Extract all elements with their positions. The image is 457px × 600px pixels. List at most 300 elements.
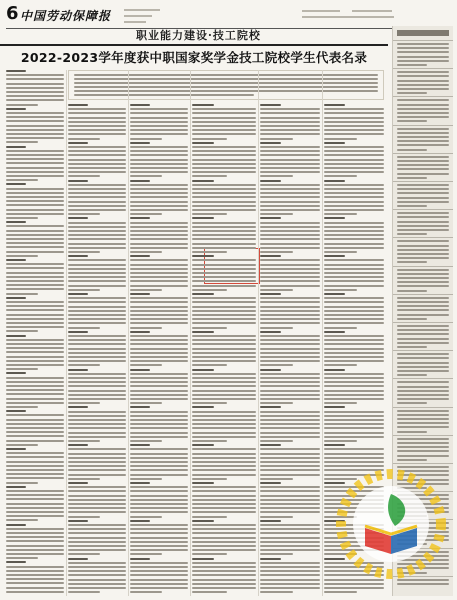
text-line bbox=[130, 566, 188, 568]
text-line bbox=[130, 377, 188, 379]
text-line bbox=[6, 322, 64, 324]
text-line bbox=[192, 469, 256, 471]
text-line bbox=[397, 257, 449, 259]
text-line bbox=[324, 201, 384, 203]
text-line bbox=[6, 158, 64, 160]
text-line bbox=[6, 200, 64, 202]
text-line bbox=[397, 84, 449, 86]
text-line bbox=[397, 325, 449, 327]
text-line bbox=[68, 402, 100, 404]
text-line bbox=[192, 457, 256, 459]
text-line bbox=[192, 364, 227, 366]
text-line bbox=[260, 541, 320, 543]
text-line bbox=[68, 381, 126, 383]
text-line bbox=[130, 175, 162, 177]
text-line bbox=[130, 209, 188, 211]
index-separator bbox=[393, 463, 453, 464]
text-line bbox=[68, 423, 126, 425]
text-line bbox=[68, 457, 126, 459]
text-line bbox=[68, 352, 126, 354]
text-line bbox=[192, 524, 256, 526]
text-line bbox=[260, 427, 320, 429]
text-line bbox=[6, 419, 64, 421]
text-line bbox=[324, 327, 357, 329]
text-line bbox=[6, 393, 64, 395]
text-line bbox=[192, 490, 256, 492]
text-line bbox=[260, 306, 320, 308]
text-line bbox=[68, 360, 126, 362]
text-line bbox=[68, 453, 126, 455]
text-line bbox=[130, 348, 188, 350]
text-line bbox=[68, 331, 88, 333]
text-line bbox=[397, 398, 449, 400]
text-line bbox=[6, 83, 64, 85]
text-line bbox=[6, 120, 64, 122]
text-line bbox=[397, 249, 449, 251]
text-line bbox=[6, 431, 64, 433]
text-line bbox=[130, 171, 188, 173]
text-line bbox=[192, 423, 256, 425]
text-line bbox=[260, 310, 320, 312]
text-line bbox=[397, 305, 449, 307]
text-line bbox=[397, 104, 449, 106]
text-line bbox=[260, 411, 320, 413]
text-line bbox=[324, 167, 384, 169]
text-line bbox=[192, 285, 256, 287]
text-line bbox=[324, 436, 384, 438]
text-line bbox=[6, 587, 64, 589]
text-line bbox=[68, 272, 126, 274]
text-line bbox=[397, 229, 449, 231]
text-line bbox=[6, 314, 64, 316]
text-line bbox=[260, 201, 320, 203]
text-line bbox=[130, 205, 188, 207]
index-separator bbox=[393, 40, 453, 41]
editor-info-line bbox=[352, 10, 392, 12]
text-line bbox=[192, 369, 214, 371]
text-line bbox=[6, 141, 38, 143]
text-line bbox=[192, 398, 256, 400]
text-line bbox=[130, 461, 188, 463]
text-line bbox=[260, 448, 320, 450]
text-line bbox=[397, 394, 449, 396]
text-line bbox=[68, 377, 126, 379]
text-line bbox=[192, 167, 256, 169]
text-line bbox=[324, 264, 384, 266]
text-line bbox=[192, 339, 256, 341]
text-line bbox=[130, 474, 188, 476]
text-line bbox=[260, 243, 320, 245]
text-line bbox=[397, 144, 449, 146]
text-line bbox=[130, 259, 188, 261]
text-line bbox=[68, 562, 126, 564]
text-line bbox=[68, 117, 126, 119]
text-line bbox=[68, 175, 100, 177]
text-line bbox=[260, 108, 320, 110]
text-line bbox=[68, 112, 126, 114]
text-line bbox=[260, 381, 320, 383]
text-line bbox=[260, 419, 320, 421]
index-separator bbox=[393, 407, 453, 408]
text-line bbox=[192, 453, 256, 455]
text-line bbox=[68, 196, 126, 198]
text-line bbox=[68, 142, 88, 144]
text-line bbox=[260, 339, 320, 341]
text-line bbox=[192, 474, 256, 476]
text-line bbox=[6, 230, 64, 232]
text-line bbox=[397, 132, 449, 134]
text-line bbox=[260, 154, 320, 156]
text-line bbox=[260, 184, 320, 186]
text-line bbox=[260, 318, 320, 320]
text-line bbox=[130, 507, 188, 509]
text-line bbox=[130, 331, 150, 333]
column-divider bbox=[66, 70, 67, 596]
text-line bbox=[6, 326, 64, 328]
text-line bbox=[6, 553, 64, 555]
text-line bbox=[397, 366, 449, 368]
text-line bbox=[6, 204, 64, 206]
text-line bbox=[130, 373, 188, 375]
text-line bbox=[192, 566, 256, 568]
text-line bbox=[397, 281, 449, 283]
text-line bbox=[192, 159, 256, 161]
text-line bbox=[130, 133, 188, 135]
text-line bbox=[130, 297, 188, 299]
text-line bbox=[260, 297, 320, 299]
index-separator bbox=[393, 350, 453, 351]
text-line bbox=[130, 230, 188, 232]
text-line bbox=[260, 583, 320, 585]
text-line bbox=[68, 301, 126, 303]
text-line bbox=[397, 173, 449, 175]
text-line bbox=[397, 245, 449, 247]
text-line bbox=[130, 390, 188, 392]
text-line bbox=[192, 226, 256, 228]
text-line bbox=[260, 558, 281, 560]
text-line bbox=[324, 272, 384, 274]
text-line bbox=[260, 167, 320, 169]
text-line bbox=[130, 562, 188, 564]
text-line bbox=[324, 117, 384, 119]
text-line bbox=[6, 528, 64, 530]
text-line bbox=[260, 461, 320, 463]
text-line bbox=[324, 415, 384, 417]
text-line bbox=[324, 150, 384, 152]
text-line bbox=[192, 448, 256, 450]
text-line bbox=[68, 432, 126, 434]
text-line bbox=[6, 343, 64, 345]
text-line bbox=[6, 87, 64, 89]
text-line bbox=[192, 222, 256, 224]
text-line bbox=[192, 549, 256, 551]
text-line bbox=[397, 314, 449, 316]
text-line bbox=[324, 322, 384, 324]
text-line bbox=[397, 56, 449, 58]
book-leaf-emblem-icon bbox=[335, 468, 447, 580]
text-line bbox=[192, 537, 256, 539]
text-line bbox=[260, 486, 320, 488]
text-line bbox=[68, 579, 126, 581]
text-line bbox=[397, 277, 449, 279]
column-divider bbox=[190, 70, 191, 596]
text-line bbox=[260, 474, 320, 476]
text-line bbox=[324, 440, 357, 442]
text-line bbox=[192, 184, 256, 186]
text-line bbox=[68, 574, 126, 576]
text-line bbox=[68, 251, 100, 253]
text-line bbox=[130, 213, 162, 215]
text-line bbox=[397, 116, 449, 118]
text-line bbox=[192, 192, 256, 194]
text-line bbox=[192, 511, 256, 513]
text-line bbox=[130, 117, 188, 119]
text-line bbox=[192, 335, 256, 337]
text-line bbox=[68, 184, 126, 186]
text-line bbox=[260, 524, 320, 526]
issue-info-line bbox=[124, 9, 160, 11]
text-line bbox=[324, 259, 384, 261]
text-line bbox=[397, 216, 449, 218]
text-line bbox=[260, 532, 320, 534]
text-line bbox=[192, 444, 214, 446]
text-line bbox=[68, 537, 126, 539]
text-line bbox=[260, 440, 293, 442]
text-line bbox=[260, 570, 320, 572]
index-separator bbox=[393, 125, 453, 126]
text-line bbox=[68, 444, 88, 446]
text-line bbox=[397, 426, 449, 428]
text-line bbox=[68, 499, 126, 501]
text-line bbox=[192, 322, 256, 324]
text-line bbox=[192, 154, 256, 156]
text-line bbox=[260, 335, 320, 337]
text-line bbox=[260, 222, 320, 224]
text-line bbox=[68, 192, 126, 194]
text-line bbox=[68, 322, 126, 324]
text-line bbox=[192, 213, 227, 215]
text-line bbox=[130, 217, 150, 219]
text-line bbox=[130, 356, 188, 358]
text-line bbox=[130, 360, 188, 362]
text-line bbox=[192, 352, 256, 354]
text-line bbox=[6, 503, 64, 505]
text-line bbox=[6, 557, 38, 559]
issue-info-line bbox=[124, 15, 152, 17]
text-line bbox=[260, 364, 293, 366]
text-line bbox=[397, 370, 449, 372]
text-line bbox=[68, 394, 126, 396]
text-line bbox=[260, 360, 320, 362]
text-line bbox=[192, 121, 256, 123]
text-line bbox=[68, 545, 126, 547]
text-line bbox=[6, 150, 64, 152]
text-line bbox=[68, 469, 126, 471]
text-line bbox=[397, 80, 449, 82]
text-line bbox=[192, 146, 256, 148]
text-line bbox=[397, 99, 449, 101]
text-line bbox=[6, 335, 26, 337]
text-line bbox=[324, 335, 384, 337]
text-line bbox=[260, 112, 320, 114]
text-line bbox=[192, 188, 256, 190]
text-line bbox=[397, 446, 449, 448]
text-line bbox=[397, 261, 427, 263]
text-line bbox=[324, 238, 384, 240]
text-line bbox=[130, 503, 188, 505]
text-line bbox=[192, 196, 256, 198]
text-line bbox=[6, 498, 64, 500]
text-line bbox=[260, 129, 320, 131]
text-line bbox=[397, 390, 449, 392]
text-line bbox=[6, 213, 64, 215]
text-line bbox=[6, 435, 64, 437]
text-line bbox=[192, 411, 256, 413]
text-line bbox=[192, 125, 256, 127]
text-line bbox=[6, 192, 64, 194]
text-line bbox=[68, 285, 126, 287]
text-line bbox=[68, 373, 126, 375]
text-line bbox=[324, 453, 384, 455]
text-line bbox=[6, 540, 64, 542]
text-line bbox=[68, 318, 126, 320]
text-line bbox=[68, 566, 126, 568]
text-line bbox=[324, 398, 384, 400]
text-line bbox=[130, 226, 188, 228]
text-line bbox=[6, 95, 64, 97]
text-line bbox=[260, 549, 320, 551]
text-line bbox=[324, 583, 384, 585]
text-line bbox=[68, 226, 126, 228]
text-line bbox=[68, 587, 126, 589]
text-line bbox=[130, 574, 188, 576]
text-line bbox=[6, 171, 64, 173]
text-line bbox=[68, 495, 126, 497]
text-line bbox=[6, 272, 64, 274]
text-line bbox=[192, 591, 227, 593]
text-line bbox=[192, 142, 214, 144]
text-line bbox=[6, 280, 64, 282]
editor-info-line bbox=[352, 16, 394, 18]
text-line bbox=[6, 116, 64, 118]
text-line bbox=[397, 240, 449, 242]
text-line bbox=[130, 343, 188, 345]
text-line bbox=[324, 289, 357, 291]
text-line bbox=[130, 406, 150, 408]
text-line bbox=[6, 146, 26, 148]
text-line bbox=[397, 160, 449, 162]
text-line bbox=[397, 431, 427, 433]
text-line bbox=[324, 423, 384, 425]
text-line bbox=[130, 121, 188, 123]
text-line bbox=[192, 108, 256, 110]
text-line bbox=[324, 205, 384, 207]
text-line bbox=[6, 566, 64, 568]
text-line bbox=[260, 276, 320, 278]
text-line bbox=[324, 234, 384, 236]
text-line bbox=[260, 436, 320, 438]
text-line bbox=[324, 209, 384, 211]
text-line bbox=[130, 293, 150, 295]
text-line bbox=[324, 171, 384, 173]
text-line bbox=[68, 486, 126, 488]
text-line bbox=[130, 415, 188, 417]
text-line bbox=[68, 436, 126, 438]
text-line bbox=[68, 482, 88, 484]
text-line bbox=[192, 436, 256, 438]
text-line bbox=[6, 582, 64, 584]
text-line bbox=[260, 390, 320, 392]
text-line bbox=[192, 499, 256, 501]
text-line bbox=[192, 486, 256, 488]
text-line bbox=[6, 511, 64, 513]
text-line bbox=[68, 133, 126, 135]
text-line bbox=[130, 234, 188, 236]
text-line bbox=[68, 474, 126, 476]
text-line bbox=[192, 238, 256, 240]
text-line bbox=[397, 442, 449, 444]
text-line bbox=[192, 264, 256, 266]
text-line bbox=[397, 353, 449, 355]
text-line bbox=[260, 327, 293, 329]
text-line bbox=[324, 297, 384, 299]
text-line bbox=[397, 128, 449, 130]
text-line bbox=[6, 293, 38, 295]
text-line bbox=[260, 268, 320, 270]
text-line bbox=[130, 280, 188, 282]
text-line bbox=[68, 448, 126, 450]
text-line bbox=[397, 212, 449, 214]
index-separator bbox=[393, 96, 453, 97]
text-line bbox=[130, 264, 188, 266]
text-line bbox=[260, 591, 293, 593]
text-line bbox=[68, 419, 126, 421]
issue-info-line bbox=[124, 21, 146, 23]
text-line bbox=[260, 423, 320, 425]
text-line bbox=[324, 251, 357, 253]
text-line bbox=[324, 364, 357, 366]
text-line bbox=[6, 398, 64, 400]
text-line bbox=[192, 289, 227, 291]
text-line bbox=[68, 461, 126, 463]
text-line bbox=[192, 129, 256, 131]
text-line bbox=[130, 511, 188, 513]
text-line bbox=[130, 385, 188, 387]
text-line bbox=[6, 519, 38, 521]
text-line bbox=[6, 532, 64, 534]
text-line bbox=[6, 381, 64, 383]
text-line bbox=[6, 104, 38, 106]
text-line bbox=[192, 331, 214, 333]
text-line bbox=[192, 150, 256, 152]
text-line bbox=[6, 356, 64, 358]
text-line bbox=[130, 469, 188, 471]
text-line bbox=[397, 112, 449, 114]
text-line bbox=[6, 389, 64, 391]
text-line bbox=[324, 255, 345, 257]
text-line bbox=[68, 335, 126, 337]
text-line bbox=[397, 188, 449, 190]
text-line bbox=[260, 259, 320, 261]
text-line bbox=[260, 398, 320, 400]
text-line bbox=[260, 507, 320, 509]
text-line bbox=[130, 104, 150, 106]
text-line bbox=[192, 327, 227, 329]
text-line bbox=[68, 310, 126, 312]
text-line bbox=[68, 478, 100, 480]
text-line bbox=[397, 149, 427, 151]
text-line bbox=[324, 587, 384, 589]
